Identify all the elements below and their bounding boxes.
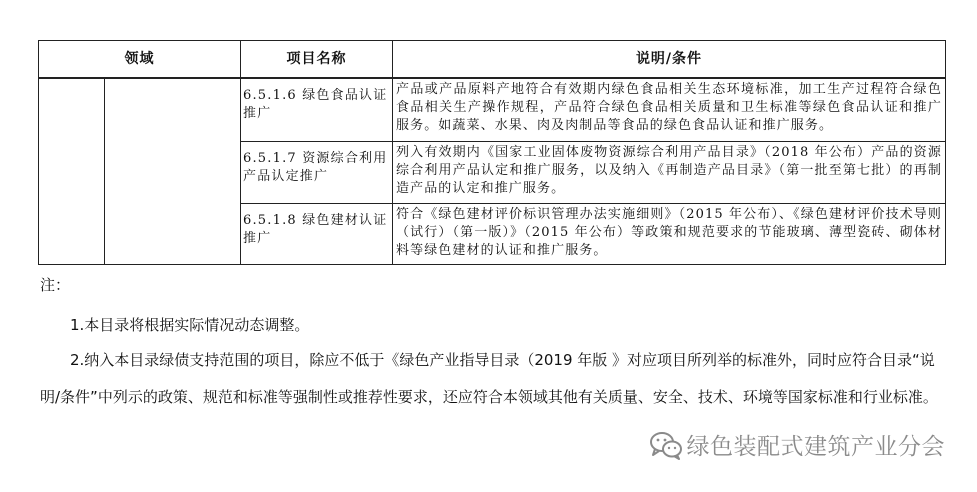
domain-cell-level2 xyxy=(105,78,241,264)
note-item: 2.纳入本目录绿债支持范围的项目，除应不低于《绿色产业指导目录（2019 年版 》对应项目所列举的标准外，同时应符合目录“说明/条件”中列示的政策、规范和标准等强制性或推荐性要求，还应符合本领域其他有关质量、安全、技术、环境等国家标准和行业标准。 xyxy=(40,351,938,406)
note-item: 1.本目录将根据实际情况动态调整。 xyxy=(70,316,310,334)
description-cell: 符合《绿色建材评价标识管理办法实施细则》（2015 年公布）、《绿色建材评价技术导则（试行）（第一版）》（2015 年公布）等政策和规范要求的节能玻璃、薄型瓷砖、砌体材料等绿色建材的认证和推广服务。 xyxy=(393,203,946,264)
header-domain: 领域 xyxy=(39,41,241,79)
watermark-text: 绿色装配式建筑产业分会 xyxy=(686,434,945,460)
description-cell: 产品或产品原料产地符合有效期内绿色食品相关生态环境标准，加工生产过程符合绿色食品相关生产操作规程，产品符合绿色食品相关质量和卫生标准等绿色食品认证和推广服务。如蔬菜、水果、肉及肉制品等食品的绿色食品认证和推广服务。 xyxy=(393,78,946,141)
project-name-cell: 6.5.1.7 资源综合利用产品认定推广 xyxy=(241,141,393,203)
domain-cell-level1 xyxy=(39,78,105,264)
header-project-name: 项目名称 xyxy=(241,41,393,79)
wechat-icon xyxy=(649,430,683,460)
notes-title: 注： xyxy=(40,276,71,294)
table-row xyxy=(39,78,946,141)
description-cell: 列入有效期内《国家工业固体废物资源综合利用产品目录》（2018 年公布）产品的资源综合利用产品认定和推广服务，以及纳入《再制造产品目录》（第一批至第七批）的再制造产品的认定和推广服务。 xyxy=(393,141,946,203)
project-name-cell: 6.5.1.6 绿色食品认证推广 xyxy=(241,78,393,141)
project-name-cell: 6.5.1.8 绿色建材认证推广 xyxy=(241,203,393,264)
header-description: 说明/条件 xyxy=(393,41,946,79)
watermark xyxy=(649,428,946,461)
catalog-table xyxy=(38,40,946,265)
table-header-row xyxy=(39,41,946,79)
